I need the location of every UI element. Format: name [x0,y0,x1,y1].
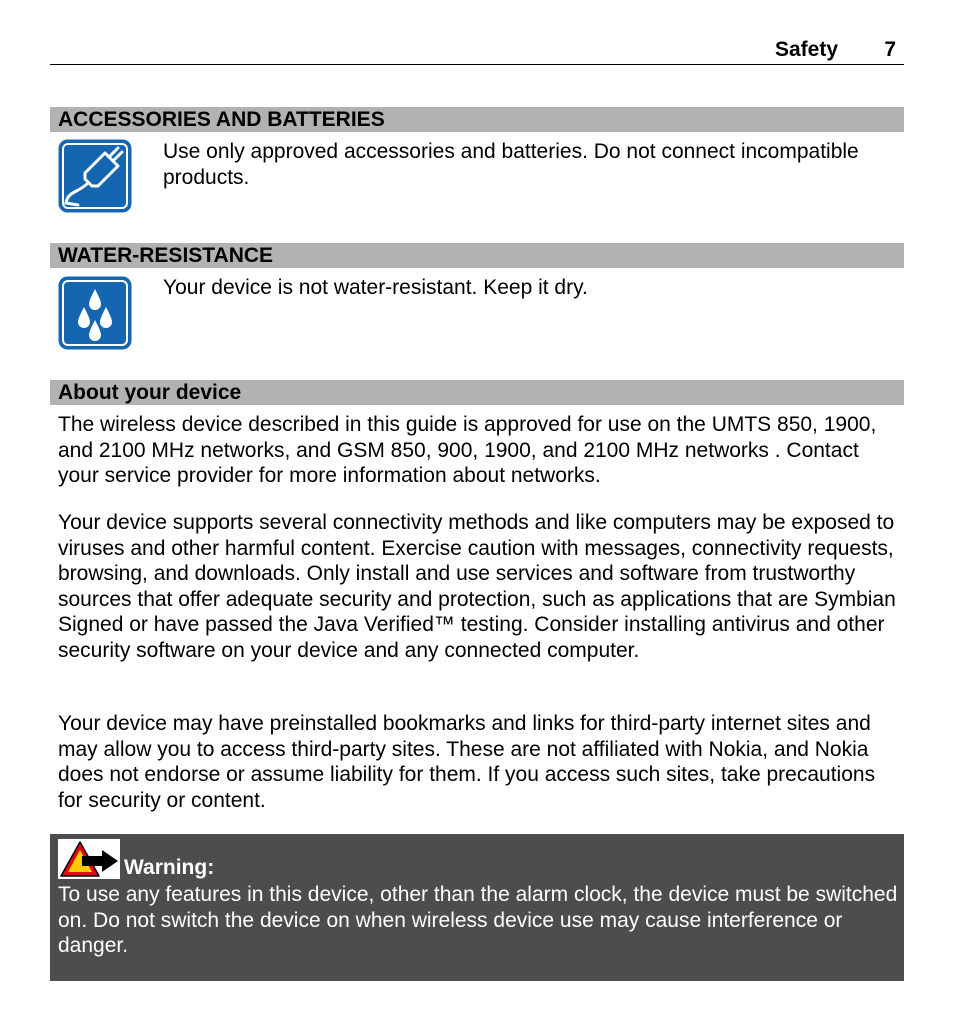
warning-label: Warning: [124,856,215,879]
warning-triangle-arrow-icon [58,839,120,879]
header-section-title: Safety [774,38,838,61]
plug-cable-icon [58,139,132,213]
page-number: 7 [884,38,896,61]
accessories-text: Use only approved accessories and batteries. Do not connect incompatible products. [163,140,859,189]
water-drops-icon [58,276,132,350]
section-heading-accessories: ACCESSORIES AND BATTERIES [50,107,904,132]
section-heading-about: About your device [50,380,904,405]
about-paragraph: Your device may have preinstalled bookmarks and links for third-party internet sites and may allow you to access third-party sites. These are not affiliated with Nokia, and Nokia does not endorse or assume liability for them. If you access such sites, take precautions for security or content. [58,712,876,812]
water-text: Your device is not water-resistant. Keep it dry. [163,276,588,299]
about-paragraph: Your device supports several connectivity methods and like computers may be exposed to viruses and other harmful content. Exercise caution with messages, connectivity requests, browsing, and downloads. Only install and use services and software from trustworthy sources that offer adequate security and protection, such as applications that are Symbian Signed or have passed the Java Verified™ testing. Consider installing antivirus and other security software on your device and any connected computer. [58,511,896,662]
warning-text: To use any features in this device, other than the alarm clock, the device must be switched on. Do not switch the device on when wireless device use may cause interference or danger. [58,883,898,957]
about-paragraph: The wireless device described in this guide is approved for use on the UMTS 850, 1900, and 2100 MHz networks, and GSM 850, 900, 1900, and 2100 MHz networks . Contact your service provider for more information about networks. [58,413,877,487]
section-heading-water: WATER-RESISTANCE [50,243,904,268]
page-header [50,34,904,65]
warning-box [50,834,904,981]
